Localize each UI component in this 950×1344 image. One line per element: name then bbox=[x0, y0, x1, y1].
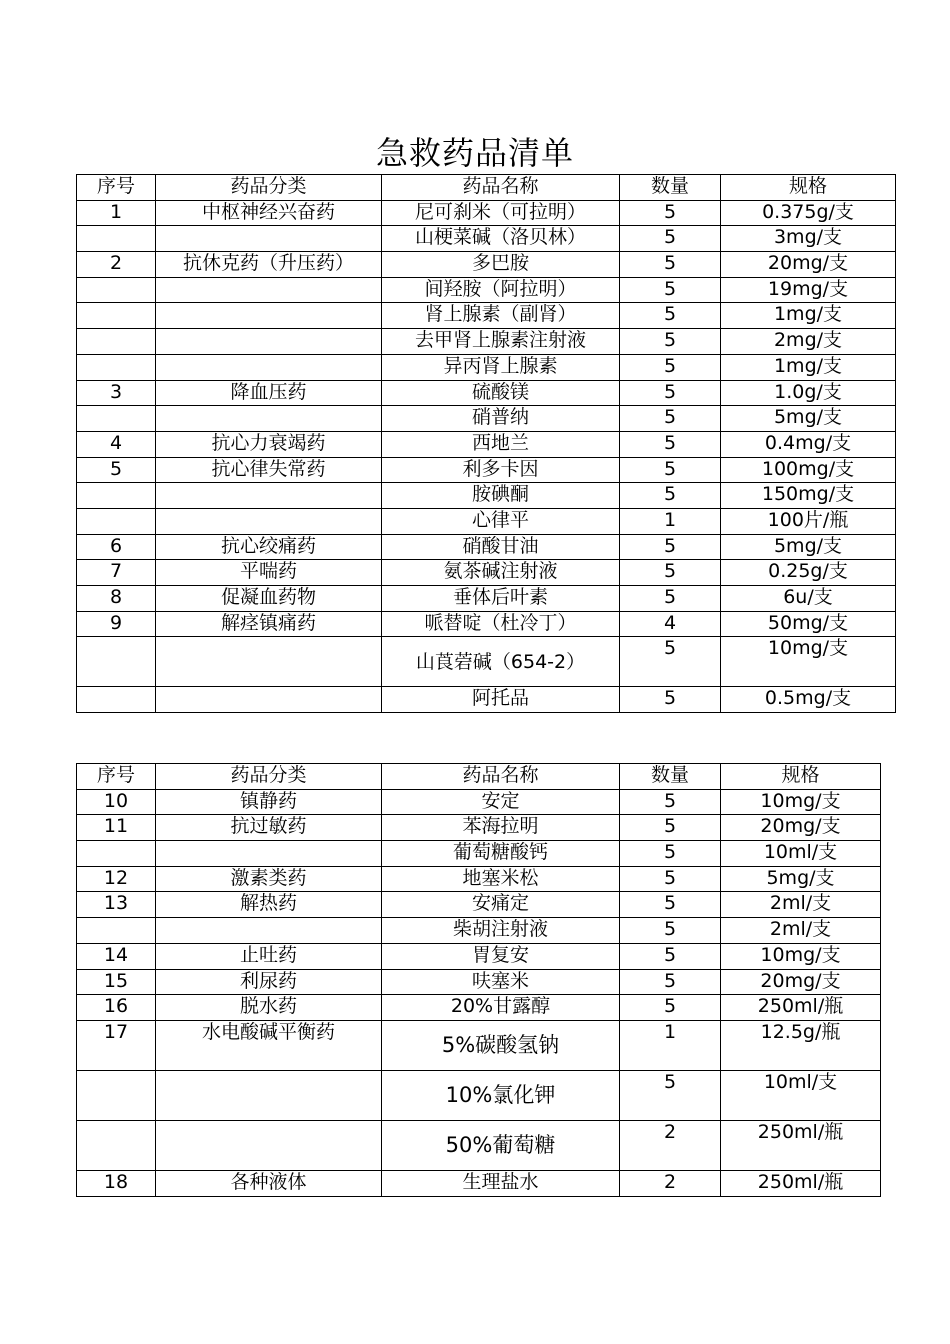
cell-qty: 5 bbox=[620, 277, 721, 303]
table-row bbox=[77, 969, 881, 995]
cell-no: 4 bbox=[77, 431, 156, 457]
cell-no: 5 bbox=[77, 457, 156, 483]
cell-spec: 6u/支 bbox=[721, 586, 896, 612]
cell-name: 哌替啶（杜冷丁） bbox=[382, 611, 620, 637]
cell-spec: 2ml/支 bbox=[721, 918, 881, 944]
cell-spec: 1mg/支 bbox=[721, 303, 896, 329]
table-row bbox=[77, 687, 896, 713]
table-row bbox=[77, 789, 881, 815]
cell-name: 10%氯化钾 bbox=[382, 1070, 620, 1120]
cell-no: 3 bbox=[77, 380, 156, 406]
cell-spec: 5mg/支 bbox=[721, 406, 896, 432]
table-row bbox=[77, 252, 896, 278]
cell-qty: 5 bbox=[620, 866, 721, 892]
cell-spec: 5mg/支 bbox=[721, 866, 881, 892]
table-row bbox=[77, 329, 896, 355]
table-row bbox=[77, 815, 881, 841]
cell-qty: 5 bbox=[620, 226, 721, 252]
cell-category: 抗心力衰竭药 bbox=[156, 431, 382, 457]
cell-category bbox=[156, 303, 382, 329]
table-1-body bbox=[77, 200, 896, 712]
table-row bbox=[77, 457, 896, 483]
cell-no: 8 bbox=[77, 586, 156, 612]
table-row bbox=[77, 406, 896, 432]
table-row bbox=[77, 303, 896, 329]
cell-qty: 5 bbox=[620, 560, 721, 586]
cell-qty: 5 bbox=[620, 431, 721, 457]
table-row bbox=[77, 611, 896, 637]
cell-qty: 5 bbox=[620, 406, 721, 432]
cell-category: 镇静药 bbox=[156, 789, 382, 815]
cell-name: 呋塞米 bbox=[382, 969, 620, 995]
cell-no: 18 bbox=[77, 1170, 156, 1196]
cell-qty: 5 bbox=[620, 534, 721, 560]
cell-category: 解痉镇痛药 bbox=[156, 611, 382, 637]
cell-name: 50%葡萄糖 bbox=[382, 1120, 620, 1170]
cell-name: 间羟胺（阿拉明） bbox=[382, 277, 620, 303]
cell-qty: 5 bbox=[620, 918, 721, 944]
header-category: 药品分类 bbox=[156, 764, 382, 790]
cell-category bbox=[156, 277, 382, 303]
cell-name: 山梗菜碱（洛贝林） bbox=[382, 226, 620, 252]
cell-no: 14 bbox=[77, 943, 156, 969]
table-row bbox=[77, 508, 896, 534]
cell-name: 5%碳酸氢钠 bbox=[382, 1020, 620, 1070]
table-row bbox=[77, 431, 896, 457]
table-row bbox=[77, 380, 896, 406]
cell-spec: 10mg/支 bbox=[721, 943, 881, 969]
table-row bbox=[77, 841, 881, 867]
table-row bbox=[77, 892, 881, 918]
cell-category bbox=[156, 1120, 382, 1170]
table-row bbox=[77, 534, 896, 560]
cell-name: 肾上腺素（副肾） bbox=[382, 303, 620, 329]
table-row bbox=[77, 943, 881, 969]
cell-name: 20%甘露醇 bbox=[382, 995, 620, 1021]
cell-spec: 20mg/支 bbox=[721, 252, 896, 278]
header-qty: 数量 bbox=[620, 764, 721, 790]
cell-spec: 150mg/支 bbox=[721, 483, 896, 509]
table-row bbox=[77, 483, 896, 509]
table-row bbox=[77, 277, 896, 303]
cell-spec: 250ml/瓶 bbox=[721, 1170, 881, 1196]
cell-category bbox=[156, 637, 382, 687]
cell-qty: 5 bbox=[620, 969, 721, 995]
cell-category bbox=[156, 508, 382, 534]
cell-no: 1 bbox=[77, 200, 156, 226]
cell-name: 葡萄糖酸钙 bbox=[382, 841, 620, 867]
cell-qty: 5 bbox=[620, 637, 721, 687]
cell-qty: 5 bbox=[620, 380, 721, 406]
cell-category bbox=[156, 687, 382, 713]
cell-no bbox=[77, 841, 156, 867]
cell-qty: 2 bbox=[620, 1170, 721, 1196]
cell-no: 11 bbox=[77, 815, 156, 841]
cell-qty: 5 bbox=[620, 892, 721, 918]
cell-name: 多巴胺 bbox=[382, 252, 620, 278]
cell-spec: 250ml/瓶 bbox=[721, 1120, 881, 1170]
cell-qty: 5 bbox=[620, 252, 721, 278]
cell-name: 硝酸甘油 bbox=[382, 534, 620, 560]
cell-name: 心律平 bbox=[382, 508, 620, 534]
cell-spec: 0.25g/支 bbox=[721, 560, 896, 586]
cell-name: 胺碘酮 bbox=[382, 483, 620, 509]
cell-spec: 10ml/支 bbox=[721, 1070, 881, 1120]
cell-category: 止吐药 bbox=[156, 943, 382, 969]
table-row bbox=[77, 1020, 881, 1070]
cell-category: 抗心绞痛药 bbox=[156, 534, 382, 560]
cell-name: 阿托品 bbox=[382, 687, 620, 713]
cell-spec: 12.5g/瓶 bbox=[721, 1020, 881, 1070]
cell-no: 2 bbox=[77, 252, 156, 278]
cell-no: 10 bbox=[77, 789, 156, 815]
header-name: 药品名称 bbox=[382, 764, 620, 790]
cell-no: 13 bbox=[77, 892, 156, 918]
cell-name: 西地兰 bbox=[382, 431, 620, 457]
cell-name: 安痛定 bbox=[382, 892, 620, 918]
cell-category bbox=[156, 329, 382, 355]
cell-category bbox=[156, 483, 382, 509]
cell-spec: 3mg/支 bbox=[721, 226, 896, 252]
cell-qty: 5 bbox=[620, 329, 721, 355]
cell-spec: 0.4mg/支 bbox=[721, 431, 896, 457]
drug-table-1 bbox=[76, 174, 896, 713]
header-spec: 规格 bbox=[721, 764, 881, 790]
table-row bbox=[77, 1120, 881, 1170]
cell-spec: 2ml/支 bbox=[721, 892, 881, 918]
cell-no: 17 bbox=[77, 1020, 156, 1070]
header-qty: 数量 bbox=[620, 175, 721, 201]
page-title: 急救药品清单 bbox=[375, 134, 574, 172]
cell-no: 6 bbox=[77, 534, 156, 560]
header-no: 序号 bbox=[77, 175, 156, 201]
table-row bbox=[77, 200, 896, 226]
cell-spec: 50mg/支 bbox=[721, 611, 896, 637]
cell-spec: 10ml/支 bbox=[721, 841, 881, 867]
cell-category: 水电酸碱平衡药 bbox=[156, 1020, 382, 1070]
table-row bbox=[77, 866, 881, 892]
cell-no bbox=[77, 329, 156, 355]
cell-spec: 1.0g/支 bbox=[721, 380, 896, 406]
cell-no bbox=[77, 303, 156, 329]
header-spec: 规格 bbox=[721, 175, 896, 201]
cell-category: 抗过敏药 bbox=[156, 815, 382, 841]
cell-spec: 100mg/支 bbox=[721, 457, 896, 483]
cell-qty: 5 bbox=[620, 200, 721, 226]
table-row bbox=[77, 1170, 881, 1196]
cell-name: 去甲肾上腺素注射液 bbox=[382, 329, 620, 355]
cell-no: 7 bbox=[77, 560, 156, 586]
cell-no bbox=[77, 277, 156, 303]
table-row bbox=[77, 354, 896, 380]
table-header-row bbox=[77, 764, 881, 790]
cell-qty: 5 bbox=[620, 687, 721, 713]
header-no: 序号 bbox=[77, 764, 156, 790]
table-row bbox=[77, 918, 881, 944]
table-header-row bbox=[77, 175, 896, 201]
cell-category: 激素类药 bbox=[156, 866, 382, 892]
cell-no: 9 bbox=[77, 611, 156, 637]
cell-spec: 0.5mg/支 bbox=[721, 687, 896, 713]
cell-spec: 100片/瓶 bbox=[721, 508, 896, 534]
table-row bbox=[77, 995, 881, 1021]
cell-category bbox=[156, 406, 382, 432]
cell-spec: 250ml/瓶 bbox=[721, 995, 881, 1021]
table-row bbox=[77, 560, 896, 586]
cell-category: 脱水药 bbox=[156, 995, 382, 1021]
cell-category bbox=[156, 354, 382, 380]
cell-name: 山莨菪碱（654-2） bbox=[382, 637, 620, 687]
cell-spec: 2mg/支 bbox=[721, 329, 896, 355]
cell-no bbox=[77, 406, 156, 432]
cell-spec: 10mg/支 bbox=[721, 637, 896, 687]
cell-category: 降血压药 bbox=[156, 380, 382, 406]
cell-category: 抗心律失常药 bbox=[156, 457, 382, 483]
cell-qty: 1 bbox=[620, 508, 721, 534]
cell-no: 15 bbox=[77, 969, 156, 995]
cell-no bbox=[77, 226, 156, 252]
cell-qty: 5 bbox=[620, 815, 721, 841]
table-row bbox=[77, 1070, 881, 1120]
cell-no bbox=[77, 687, 156, 713]
cell-category bbox=[156, 1070, 382, 1120]
cell-qty: 5 bbox=[620, 303, 721, 329]
cell-name: 地塞米松 bbox=[382, 866, 620, 892]
cell-spec: 10mg/支 bbox=[721, 789, 881, 815]
table-2-body bbox=[77, 789, 881, 1196]
cell-name: 生理盐水 bbox=[382, 1170, 620, 1196]
cell-spec: 20mg/支 bbox=[721, 815, 881, 841]
cell-spec: 5mg/支 bbox=[721, 534, 896, 560]
cell-name: 胃复安 bbox=[382, 943, 620, 969]
table-row bbox=[77, 637, 896, 687]
cell-no: 16 bbox=[77, 995, 156, 1021]
cell-no bbox=[77, 637, 156, 687]
cell-spec: 20mg/支 bbox=[721, 969, 881, 995]
cell-qty: 5 bbox=[620, 457, 721, 483]
cell-qty: 5 bbox=[620, 789, 721, 815]
cell-qty: 5 bbox=[620, 841, 721, 867]
cell-category: 各种液体 bbox=[156, 1170, 382, 1196]
cell-category: 解热药 bbox=[156, 892, 382, 918]
header-category: 药品分类 bbox=[156, 175, 382, 201]
header-name: 药品名称 bbox=[382, 175, 620, 201]
cell-category bbox=[156, 918, 382, 944]
cell-name: 硫酸镁 bbox=[382, 380, 620, 406]
cell-category: 促凝血药物 bbox=[156, 586, 382, 612]
cell-qty: 5 bbox=[620, 586, 721, 612]
cell-spec: 0.375g/支 bbox=[721, 200, 896, 226]
cell-qty: 5 bbox=[620, 943, 721, 969]
cell-name: 尼可刹米（可拉明） bbox=[382, 200, 620, 226]
cell-spec: 19mg/支 bbox=[721, 277, 896, 303]
cell-name: 利多卡因 bbox=[382, 457, 620, 483]
cell-category: 平喘药 bbox=[156, 560, 382, 586]
cell-name: 垂体后叶素 bbox=[382, 586, 620, 612]
cell-category: 抗休克药（升压药） bbox=[156, 252, 382, 278]
cell-name: 苯海拉明 bbox=[382, 815, 620, 841]
cell-qty: 2 bbox=[620, 1120, 721, 1170]
cell-spec: 1mg/支 bbox=[721, 354, 896, 380]
cell-no bbox=[77, 918, 156, 944]
cell-name: 氨茶碱注射液 bbox=[382, 560, 620, 586]
cell-category: 中枢神经兴奋药 bbox=[156, 200, 382, 226]
cell-qty: 5 bbox=[620, 354, 721, 380]
cell-category bbox=[156, 841, 382, 867]
cell-qty: 5 bbox=[620, 1070, 721, 1120]
cell-qty: 5 bbox=[620, 995, 721, 1021]
table-row bbox=[77, 226, 896, 252]
cell-category bbox=[156, 226, 382, 252]
cell-name: 柴胡注射液 bbox=[382, 918, 620, 944]
cell-no: 12 bbox=[77, 866, 156, 892]
drug-table-2 bbox=[76, 763, 881, 1197]
cell-no bbox=[77, 483, 156, 509]
table-row bbox=[77, 586, 896, 612]
cell-name: 异丙肾上腺素 bbox=[382, 354, 620, 380]
cell-name: 安定 bbox=[382, 789, 620, 815]
cell-qty: 1 bbox=[620, 1020, 721, 1070]
cell-no bbox=[77, 1070, 156, 1120]
cell-no bbox=[77, 354, 156, 380]
cell-qty: 5 bbox=[620, 483, 721, 509]
cell-qty: 4 bbox=[620, 611, 721, 637]
cell-no bbox=[77, 1120, 156, 1170]
cell-no bbox=[77, 508, 156, 534]
cell-name: 硝普纳 bbox=[382, 406, 620, 432]
cell-category: 利尿药 bbox=[156, 969, 382, 995]
